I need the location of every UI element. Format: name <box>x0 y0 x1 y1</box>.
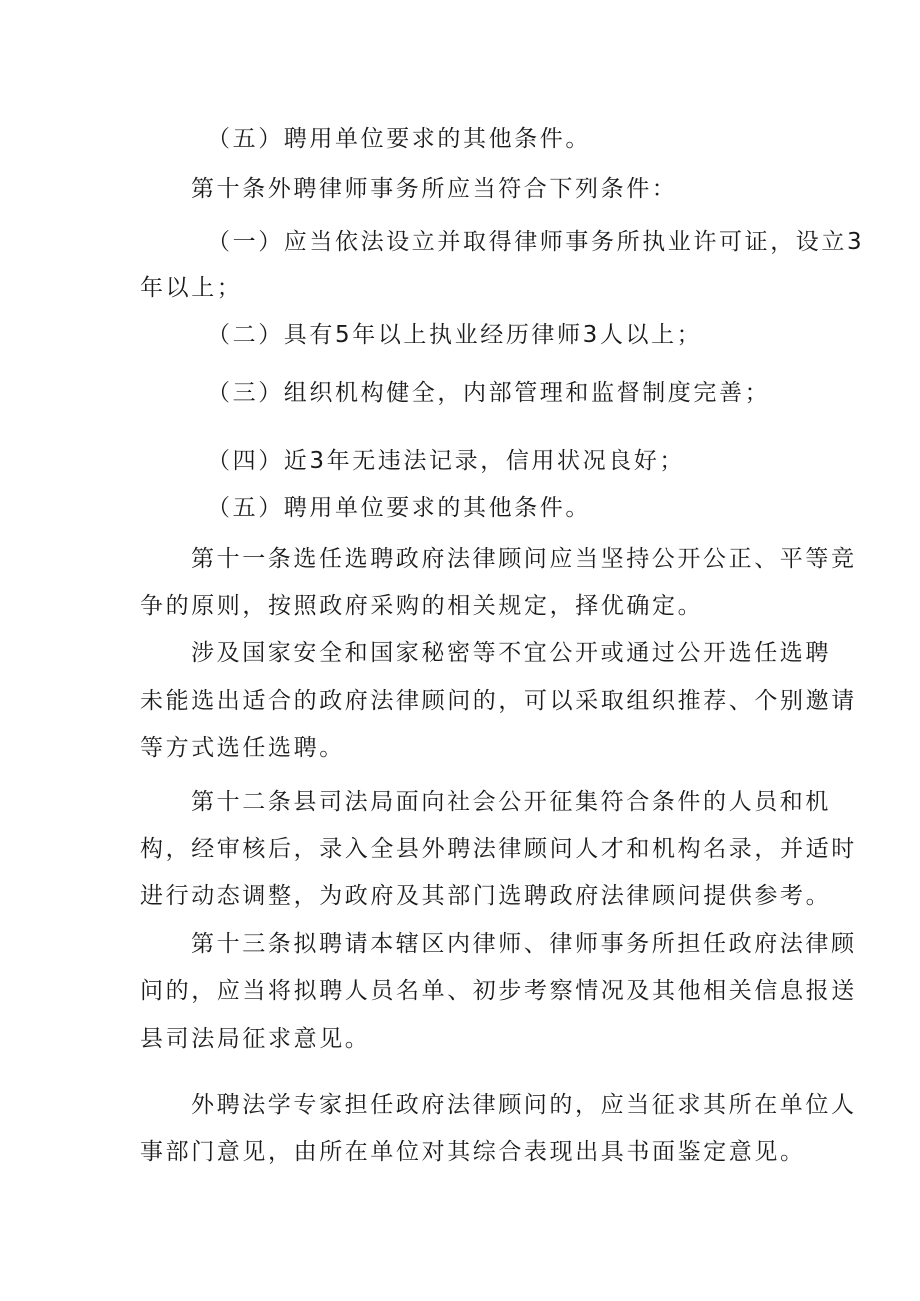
article-13-line-1: 第十三条拟聘请本辖区内律师、律师事务所担任政府法律顾 <box>191 931 857 957</box>
paragraph-2-line-3: 等方式选任选聘。 <box>140 735 345 761</box>
article-11-line-2: 争的原则，按照政府采购的相关规定，择优确定。 <box>140 593 704 619</box>
clause-1-line-2: 年以上； <box>140 275 243 301</box>
paragraph-last-line-2: 事部门意见，由所在单位对其综合表现出具书面鉴定意见。 <box>140 1139 806 1165</box>
article-11-line-1: 第十一条选任选聘政府法律顾问应当坚持公开公正、平等竞 <box>191 546 857 572</box>
paragraph-2-line-2: 未能选出适合的政府法律顾问的，可以采取组织推荐、个别邀请 <box>140 688 857 714</box>
clause-3: （三）组织机构健全，内部管理和监督制度完善； <box>207 380 771 406</box>
article-10-heading: 第十条外聘律师事务所应当符合下列条件： <box>191 176 678 202</box>
clause-5-other-conditions-b: （五）聘用单位要求的其他条件。 <box>207 495 591 521</box>
article-12-line-1: 第十二条县司法局面向社会公开征集符合条件的人员和机 <box>191 789 831 815</box>
paragraph-last-line-1: 外聘法学专家担任政府法律顾问的，应当征求其所在单位人 <box>191 1092 857 1118</box>
article-12-line-2: 构，经审核后，录入全县外聘法律顾问人才和机构名录，并适时 <box>140 836 857 862</box>
article-13-line-3: 县司法局征求意见。 <box>140 1026 371 1052</box>
paragraph-2-line-1: 涉及国家安全和国家秘密等不宜公开或通过公开选任选聘 <box>191 640 831 666</box>
article-13-line-2: 问的，应当将拟聘人员名单、初步考察情况及其他相关信息报送 <box>140 978 857 1004</box>
article-12-line-3: 进行动态调整，为政府及其部门选聘政府法律顾问提供参考。 <box>140 883 832 909</box>
clause-1-line-1: （一）应当依法设立并取得律师事务所执业许可证，设立3 <box>207 229 865 255</box>
clause-2: （二）具有5年以上执业经历律师3人以上； <box>207 322 703 348</box>
clause-5-other-conditions-a: （五）聘用单位要求的其他条件。 <box>207 126 591 152</box>
clause-4: （四）近3年无违法记录，信用状况良好； <box>207 448 686 474</box>
